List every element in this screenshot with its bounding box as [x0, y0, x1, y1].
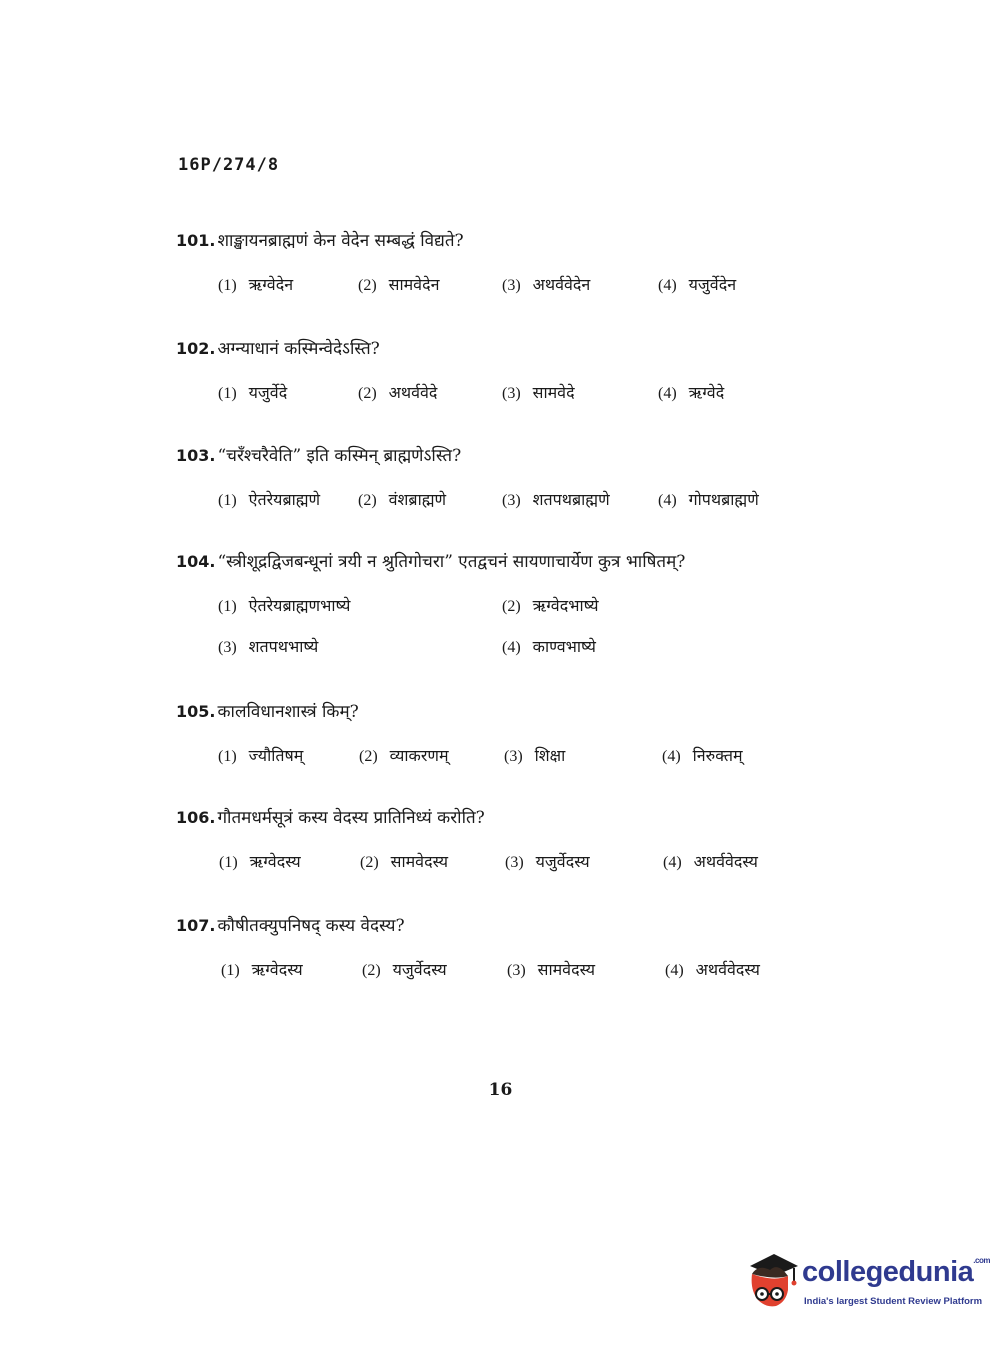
question-number: 101. — [176, 231, 216, 250]
options-row — [176, 488, 796, 512]
option-3: (3) यजुर्वेदस्य — [505, 852, 590, 871]
question-text: अग्न्याधानं कस्मिन्वेदेऽस्ति? — [217, 339, 380, 359]
option-2: (2) सामवेदस्य — [360, 852, 449, 871]
option-1: (1) ज्यौतिषम् — [218, 746, 304, 765]
option-2: (2) यजुर्वेदस्य — [362, 960, 447, 979]
option-4: (4) ऋग्वेदे — [658, 383, 725, 402]
option-3: (3) सामवेदे — [502, 383, 575, 402]
question-number: 107. — [176, 916, 216, 935]
option-2: (2) व्याकरणम् — [359, 746, 449, 765]
question-105 — [176, 700, 796, 768]
logo-wordmark: collegedunia$^{.com}$ — [802, 1256, 990, 1288]
logo-tagline: India's largest Student Review Platform — [804, 1296, 983, 1307]
options-row — [176, 958, 796, 982]
option-1: (1) ऋग्वेदेन — [218, 275, 294, 294]
question-number: 105. — [176, 702, 216, 721]
option-2: (2) सामवेदेन — [358, 275, 440, 294]
question-number: 102. — [176, 339, 216, 358]
question-text: गौतमधर्मसूत्रं कस्य वेदस्य प्रातिनिध्यं करोति? — [217, 808, 485, 828]
option-2: (2) वंशब्राह्मणे — [358, 490, 447, 509]
question-106 — [176, 806, 796, 874]
option-2: (2) अथर्ववेदे — [358, 383, 438, 402]
options-row — [176, 273, 796, 297]
option-4: (4) निरुक्तम् — [662, 746, 743, 765]
option-1: (1) ऋग्वेदस्य — [219, 852, 301, 871]
option-3: (3) शतपथब्राह्मणे — [502, 490, 610, 509]
option-1: (1) ऐतरेयब्राह्मणे — [218, 490, 321, 509]
option-3: (3) शतपथभाष्ये — [218, 637, 319, 656]
question-number: 106. — [176, 808, 216, 827]
paper-code: 16P/274/8 — [178, 155, 280, 175]
options-row — [176, 594, 796, 618]
question-text: शाङ्खायनब्राह्मणं केन वेदेन सम्बद्धं विद्यते? — [217, 231, 464, 251]
question-text: “चरँश्चरैवेति” इति कस्मिन् ब्राह्मणेऽस्ति? — [217, 446, 462, 466]
option-4: (4) अथर्ववेदस्य — [663, 852, 758, 871]
option-4: (4) गोपथब्राह्मणे — [658, 490, 759, 509]
collegedunia-logo — [744, 1250, 990, 1320]
question-107 — [176, 914, 796, 982]
options-row — [176, 850, 796, 874]
question-number: 104. — [176, 552, 216, 571]
question-text: “स्त्रीशूद्रद्विजबन्धूनां त्रयी न श्रुतिगोचरा” एतद्वचनं सायणाचार्येण कुत्र भाषितम्? — [217, 552, 686, 572]
option-3: (3) अथर्ववेदेन — [502, 275, 591, 294]
option-2: (2) ऋग्वेदभाष्ये — [502, 596, 599, 615]
question-101 — [176, 229, 796, 297]
question-text: कालविधानशास्त्रं किम्? — [217, 702, 359, 722]
option-1: (1) ऐतरेयब्राह्मणभाष्ये — [218, 596, 351, 615]
options-row — [176, 635, 796, 659]
options-row — [176, 381, 796, 405]
mascot-icon — [744, 1250, 800, 1312]
option-4: (4) यजुर्वेदेन — [658, 275, 737, 294]
page-number: 16 — [488, 1080, 513, 1100]
option-1: (1) यजुर्वेदे — [218, 383, 288, 402]
option-1: (1) ऋग्वेदस्य — [221, 960, 303, 979]
question-103 — [176, 444, 796, 512]
option-4: (4) काण्वभाष्ये — [502, 637, 596, 656]
option-3: (3) सामवेदस्य — [507, 960, 596, 979]
options-row — [176, 744, 796, 768]
question-104 — [176, 550, 796, 659]
option-4: (4) अथर्ववेदस्य — [665, 960, 760, 979]
option-3: (3) शिक्षा — [504, 746, 566, 765]
question-number: 103. — [176, 446, 216, 465]
question-102 — [176, 337, 796, 405]
question-text: कौषीतक्युपनिषद् कस्य वेदस्य? — [217, 916, 405, 936]
